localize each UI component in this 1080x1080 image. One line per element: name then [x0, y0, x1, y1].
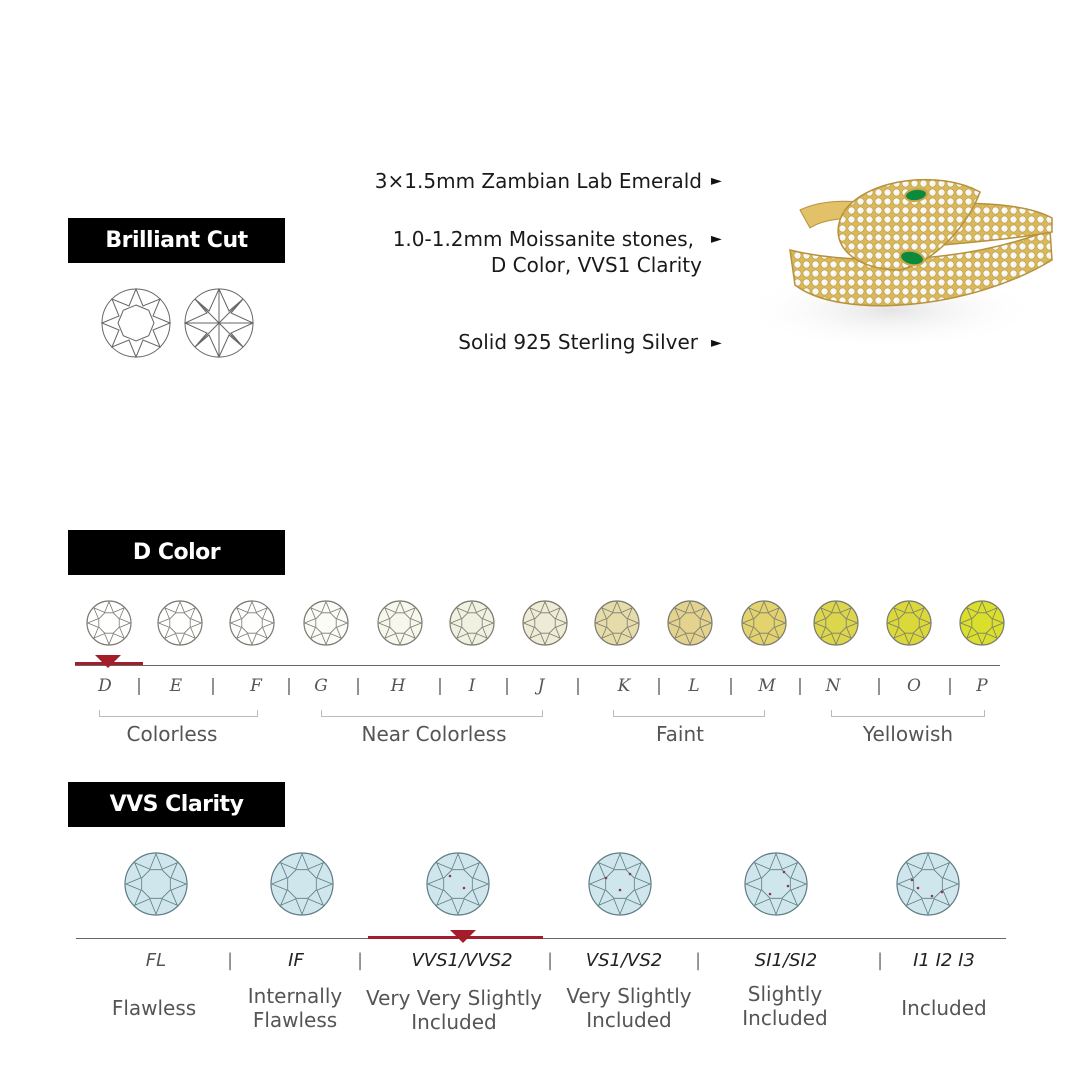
clarity-grade-separator: |: [546, 950, 554, 971]
color-grade-f: F: [250, 676, 262, 696]
color-grade-m: M: [758, 676, 776, 696]
clarity-name-line: Flawless: [111, 996, 197, 1020]
color-grade-o: O: [907, 676, 921, 696]
color-grade-e: E: [169, 676, 183, 696]
clarity-name-line: Slightly: [747, 982, 823, 1006]
clarity-gem-1-icon: [271, 853, 333, 915]
color-group-near-colorless: Near Colorless: [361, 722, 507, 746]
color-grade-separator: |: [656, 676, 662, 696]
color-grade-separator: |: [947, 676, 953, 696]
clarity-selected-marker-icon: [450, 930, 476, 944]
bracket-near-colorless: [321, 710, 543, 717]
color-gem-e-icon: [158, 601, 202, 645]
color-grade-separator: |: [876, 676, 882, 696]
clarity-name-line: Included: [586, 1008, 672, 1032]
clarity-gem-4-icon: [745, 853, 807, 915]
clarity-gem-2-icon: [427, 853, 489, 915]
color-gem-p-icon: [960, 601, 1004, 645]
section-label-clarity: VVS Clarity: [68, 782, 285, 827]
color-selected-marker-icon: [95, 655, 121, 669]
clarity-gem-row: [0, 848, 1080, 920]
color-gem-f-icon: [230, 601, 274, 645]
color-gem-k-icon: [595, 601, 639, 645]
clarity-name-line: Internally: [247, 984, 343, 1008]
color-gem-m-icon: [742, 601, 786, 645]
color-grade-separator: |: [728, 676, 734, 696]
clarity-name-line: Included: [901, 996, 987, 1020]
spec-moissanite-line1: 1.0-1.2mm Moissanite stones,: [392, 227, 694, 251]
color-grade-separator: |: [575, 676, 581, 696]
color-gem-j-icon: [523, 601, 567, 645]
color-gem-o-icon: [887, 601, 931, 645]
spec-moissanite-line2: D Color, VVS1 Clarity: [490, 253, 702, 277]
clarity-grade-2: VVS1/VVS2: [411, 950, 513, 971]
clarity-grade-5: I1 I2 I3: [913, 950, 975, 971]
color-gem-l-icon: [668, 601, 712, 645]
brilliant-cut-top-diagram-icon: [100, 287, 172, 359]
color-scale-line: [75, 665, 1000, 666]
color-gem-h-icon: [378, 601, 422, 645]
arrow-emerald-icon: ►: [711, 173, 722, 189]
color-gem-g-icon: [304, 601, 348, 645]
color-grade-d: D: [98, 676, 112, 696]
clarity-grade-separator: |: [694, 950, 702, 971]
clarity-grade-3: VS1/VS2: [585, 950, 663, 971]
color-group-yellowish: Yellowish: [862, 722, 954, 746]
arrow-moissanite-icon: ►: [711, 231, 722, 247]
section-label-color: D Color: [68, 530, 285, 575]
clarity-grade-separator: |: [356, 950, 364, 971]
clarity-grade-separator: |: [226, 950, 234, 971]
bracket-faint: [613, 710, 765, 717]
bracket-yellowish: [831, 710, 985, 717]
color-grade-l: L: [688, 676, 700, 696]
color-grade-separator: |: [504, 676, 510, 696]
clarity-grade-1: IF: [288, 950, 304, 971]
color-gem-i-icon: [450, 601, 494, 645]
clarity-grade-0: FL: [145, 950, 167, 971]
color-grade-k: K: [617, 676, 631, 696]
clarity-name-line: Very Very Slightly: [365, 986, 543, 1010]
arrow-metal-icon: ►: [711, 335, 722, 351]
clarity-gem-5-icon: [897, 853, 959, 915]
brilliant-cut-bottom-diagram-icon: [183, 287, 255, 359]
color-grade-h: H: [390, 676, 406, 696]
color-grade-separator: |: [437, 676, 443, 696]
color-grade-separator: |: [286, 676, 292, 696]
color-grade-n: N: [825, 676, 841, 696]
clarity-name-line: Flawless: [252, 1008, 338, 1032]
color-grade-separator: |: [136, 676, 142, 696]
clarity-grade-separator: |: [876, 950, 884, 971]
color-gem-row: [0, 595, 1080, 655]
spec-emerald: 3×1.5mm Zambian Lab Emerald: [374, 169, 702, 193]
color-gem-n-icon: [814, 601, 858, 645]
color-grade-p: P: [976, 676, 988, 696]
color-grade-separator: |: [797, 676, 803, 696]
color-grade-i: I: [468, 676, 476, 696]
bracket-colorless: [99, 710, 258, 717]
color-group-faint: Faint: [656, 722, 704, 746]
clarity-gem-3-icon: [589, 853, 651, 915]
spec-metal: Solid 925 Sterling Silver: [458, 330, 698, 354]
section-label-cut: Brilliant Cut: [68, 218, 285, 263]
color-grade-g: G: [314, 676, 328, 696]
clarity-name-line: Included: [742, 1006, 828, 1030]
color-gem-d-icon: [87, 601, 131, 645]
clarity-name-line: Very Slightly: [566, 984, 692, 1008]
clarity-gem-0-icon: [125, 853, 187, 915]
clarity-name-2: [359, 986, 549, 1034]
clarity-grade-4: SI1/SI2: [754, 950, 818, 971]
color-grade-separator: |: [355, 676, 361, 696]
color-grade-separator: |: [210, 676, 216, 696]
snake-ring-image: [730, 170, 1060, 360]
clarity-name-line: Included: [411, 1010, 497, 1034]
color-grade-j: J: [537, 676, 545, 696]
clarity-name-5: [849, 996, 1039, 1020]
color-group-colorless: Colorless: [126, 722, 218, 746]
